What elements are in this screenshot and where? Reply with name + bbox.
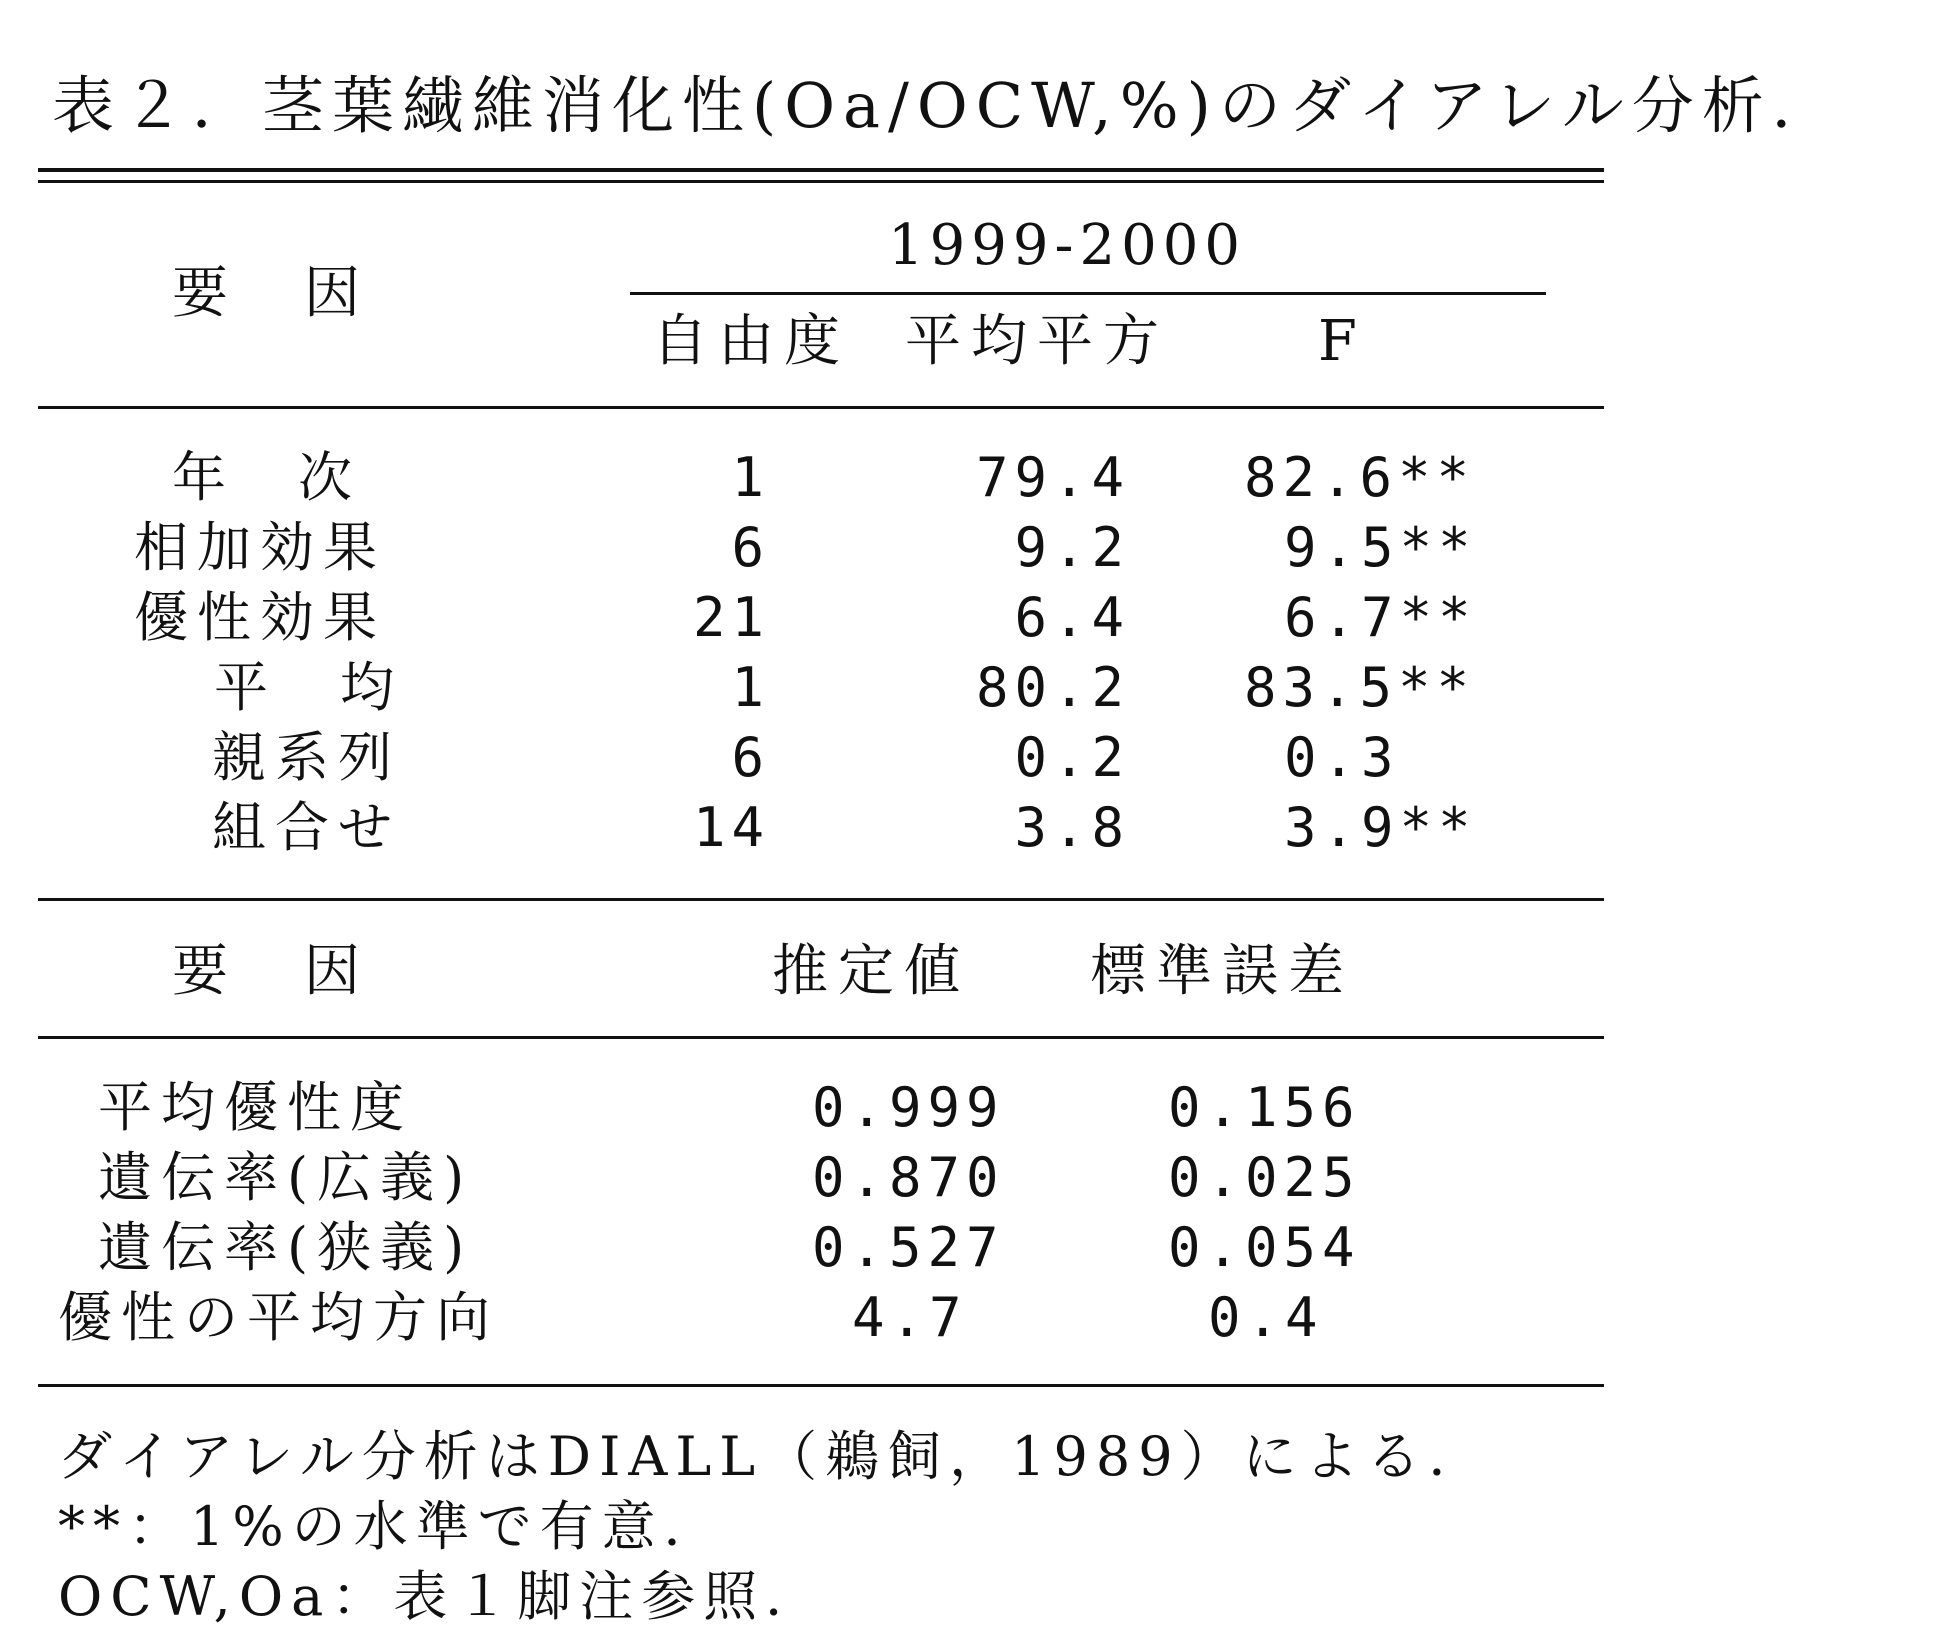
- df-cell: 6: [731, 726, 770, 789]
- se-cell: 0.054: [1168, 1216, 1361, 1279]
- df-cell: 14: [692, 796, 770, 859]
- footnote-significance: **：1%の水準で有意．: [58, 1495, 726, 1558]
- factor-cell: 親系列: [212, 726, 401, 789]
- top-rule: [38, 168, 1604, 172]
- se-cell: 0.156: [1168, 1076, 1361, 1139]
- estimate-cell: 0.999: [812, 1076, 1005, 1139]
- factor-cell: 遺伝率(広義): [98, 1146, 474, 1209]
- bottom-rule: [38, 1384, 1604, 1387]
- factor-cell: 優性の平均方向: [58, 1286, 499, 1349]
- top-rule-inner: [38, 180, 1604, 183]
- table-row: [0, 726, 1941, 796]
- table-row: [0, 796, 1941, 866]
- df-cell: 1: [731, 446, 770, 509]
- factor-cell: 組合せ: [212, 796, 401, 859]
- table-row: [0, 1146, 1941, 1216]
- footnote-diall: ダイアレル分析はDIALL（鵜飼，1989）による．: [58, 1425, 1491, 1488]
- period-rule: [630, 292, 1546, 295]
- se-cell: 0.4: [1208, 1286, 1324, 1349]
- anova-factor-header: 要 因: [172, 261, 370, 326]
- table-title: 表２．茎葉繊維消化性(Oa/OCW,%)のダイアレル分析．: [52, 69, 1842, 142]
- estimates-header-rule: [38, 1036, 1604, 1039]
- ms-cell: 9.2: [1014, 516, 1130, 579]
- factor-cell: 優性効果: [134, 586, 386, 649]
- f-cell: 82.6**: [1244, 446, 1476, 509]
- ms-cell: 0.2: [1014, 726, 1130, 789]
- col-se-header: 標準誤差: [1090, 939, 1354, 1004]
- factor-cell: 相加効果: [134, 516, 386, 579]
- factor-cell: 平 均: [214, 656, 403, 719]
- f-cell: 83.5**: [1244, 656, 1476, 719]
- table-row: [0, 1216, 1941, 1286]
- se-cell: 0.025: [1168, 1146, 1361, 1209]
- col-ms-header: 平均平方: [905, 309, 1169, 374]
- factor-cell: 平均優性度: [98, 1076, 413, 1139]
- table-row: [0, 586, 1941, 656]
- df-cell: 21: [692, 586, 770, 649]
- f-cell: 0.3: [1284, 726, 1400, 789]
- mid-rule: [38, 898, 1604, 901]
- col-estimate-header: 推定値: [772, 939, 970, 1004]
- estimate-cell: 0.527: [812, 1216, 1005, 1279]
- f-cell: 9.5**: [1284, 516, 1477, 579]
- table-row: [0, 516, 1941, 586]
- table-row: [0, 446, 1941, 516]
- df-cell: 1: [731, 656, 770, 719]
- factor-cell: 遺伝率(狭義): [98, 1216, 474, 1279]
- header-rule: [38, 406, 1604, 409]
- table-row: [0, 1286, 1941, 1356]
- estimate-cell: 4.7: [852, 1286, 968, 1349]
- ms-cell: 6.4: [1014, 586, 1130, 649]
- estimates-factor-header: 要 因: [172, 939, 370, 1004]
- factor-cell: 年 次: [172, 446, 361, 509]
- table-row: [0, 1076, 1941, 1146]
- f-cell: 3.9**: [1284, 796, 1477, 859]
- table-row: [0, 656, 1941, 726]
- footnote-reference: OCW,Oa：表１脚注参照．: [58, 1565, 828, 1628]
- ms-cell: 79.4: [975, 446, 1130, 509]
- ms-cell: 3.8: [1014, 796, 1130, 859]
- f-cell: 6.7**: [1284, 586, 1477, 649]
- ms-cell: 80.2: [975, 656, 1130, 719]
- col-df-header: 自由度: [652, 309, 850, 374]
- period-header: 1999-2000: [888, 213, 1246, 278]
- df-cell: 6: [731, 516, 770, 579]
- estimate-cell: 0.870: [812, 1146, 1005, 1209]
- col-f-header: F: [1318, 309, 1367, 374]
